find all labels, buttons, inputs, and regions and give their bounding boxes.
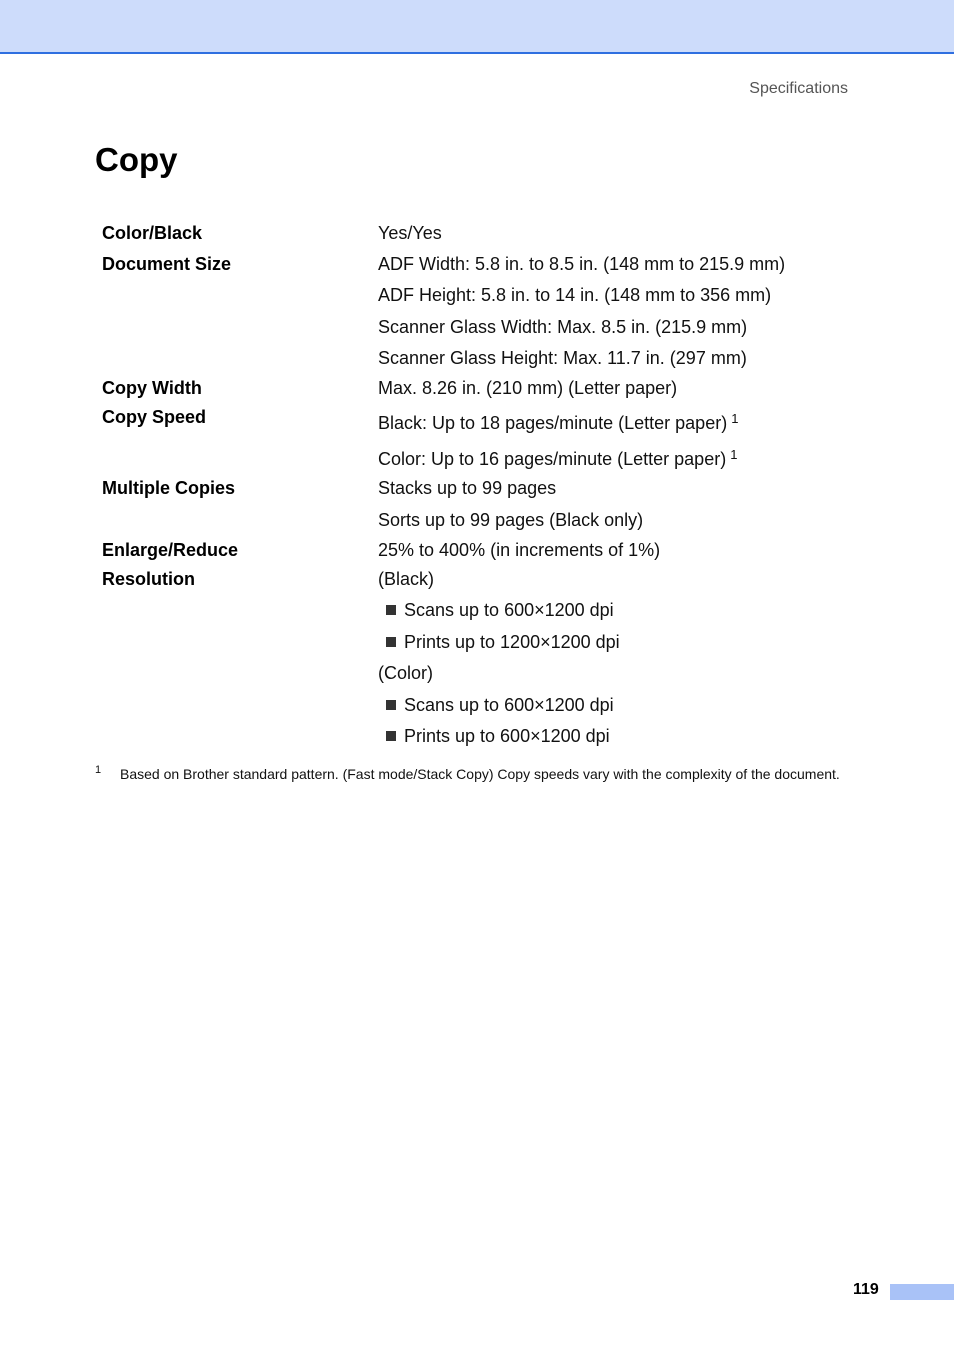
spec-value-copy-width: Max. 8.26 in. (210 mm) (Letter paper) [378,378,678,398]
bullet-text: Prints up to 1200×1200 dpi [404,632,620,652]
bullet-text: Scans up to 600×1200 dpi [404,600,614,620]
footnote-number: 1 [95,764,102,776]
spec-value-glass-height: Scanner Glass Height: Max. 11.7 in. (297 mm) [378,348,747,368]
spec-value-color-black: Yes/Yes [378,223,442,243]
top-header-band [0,0,954,54]
resolution-color-scan [386,695,614,716]
resolution-black-print [386,632,620,653]
footnote-ref: 1 [730,447,738,462]
spec-value-copy-speed-black [378,413,738,434]
spec-value-copy-speed-color [378,449,737,470]
spec-label-document-size: Document Size [102,254,232,274]
spec-value-glass-width: Scanner Glass Width: Max. 8.5 in. (215.9 mm) [378,317,748,337]
bullet-square-icon [386,731,396,741]
spec-label-multiple-copies: Multiple Copies [102,478,236,498]
bullet-square-icon [386,605,396,615]
spec-label-copy-speed: Copy Speed [102,407,207,427]
spec-value-enlarge-reduce: 25% to 400% (in increments of 1%) [378,540,661,560]
spec-label-enlarge-reduce: Enlarge/Reduce [102,540,239,560]
spec-value-stacks: Stacks up to 99 pages [378,478,557,498]
resolution-color-heading: (Color) [378,663,434,683]
page-tab-marker [890,1284,954,1300]
spec-value-adf-height: ADF Height: 5.8 in. to 14 in. (148 mm to 356 mm) [378,285,772,305]
spec-value-sorts: Sorts up to 99 pages (Black only) [378,510,644,530]
spec-label-copy-width: Copy Width [102,378,202,398]
footnote-ref: 1 [731,411,739,426]
footnote-text: Based on Brother standard pattern. (Fast mode/Stack Copy) Copy speeds vary with the complexity of the document. [120,766,840,782]
bullet-text: Prints up to 600×1200 dpi [404,726,610,746]
section-header: Specifications [749,80,848,97]
page-title: Copy [95,141,178,178]
resolution-color-print [386,726,610,747]
copy-speed-color-text: Color: Up to 16 pages/minute (Letter paper) [378,449,727,469]
page-number: 119 [853,1281,879,1298]
bullet-text: Scans up to 600×1200 dpi [404,695,614,715]
spec-label-color-black: Color/Black [102,223,203,243]
copy-speed-black-text: Black: Up to 18 pages/minute (Letter paper) [378,413,728,433]
spec-label-resolution: Resolution [102,569,195,589]
resolution-black-scan [386,600,614,621]
spec-value-adf-width: ADF Width: 5.8 in. to 8.5 in. (148 mm to 215.9 mm) [378,254,786,274]
bullet-square-icon [386,637,396,647]
bullet-square-icon [386,700,396,710]
resolution-black-heading: (Black) [378,569,435,589]
